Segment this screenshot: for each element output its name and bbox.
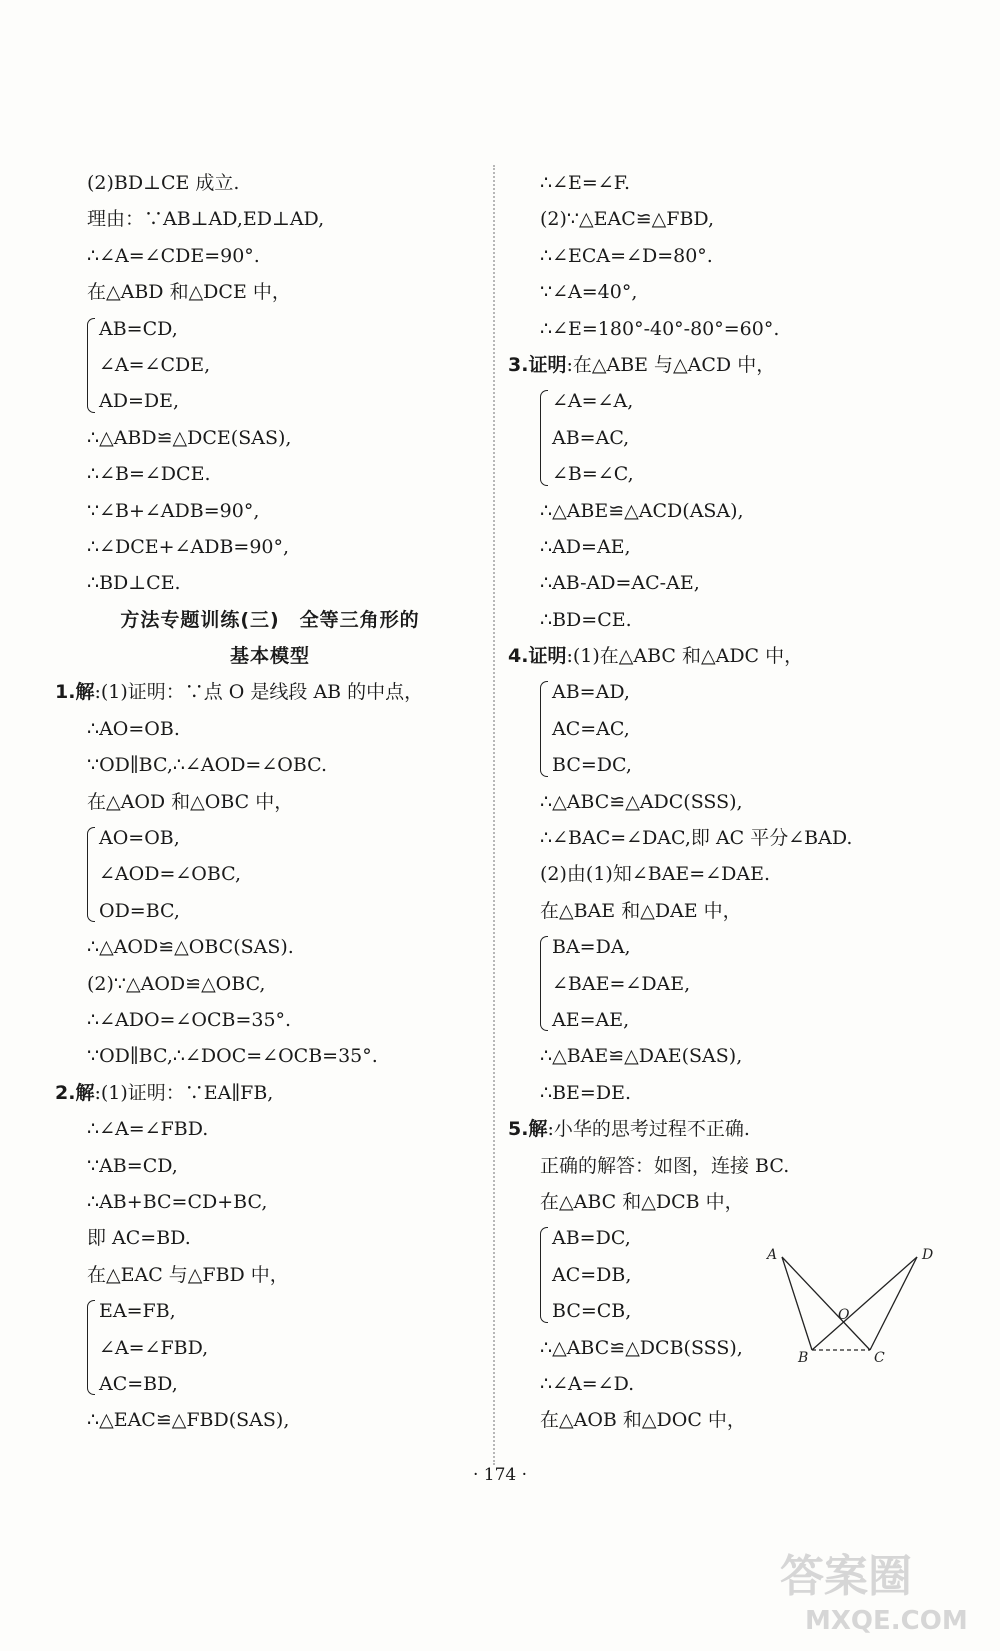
text-line: ∴AB+BC=CD+BC, xyxy=(87,1190,268,1213)
text-line: ∴BD=CE. xyxy=(540,608,632,631)
segment-ab xyxy=(782,1257,812,1350)
label-d: D xyxy=(922,1247,934,1263)
column-divider xyxy=(493,165,495,1465)
equation-system xyxy=(55,1293,485,1402)
left-column xyxy=(55,165,485,1439)
equation-system xyxy=(508,383,948,492)
segment-db xyxy=(812,1257,917,1350)
label-c: C xyxy=(874,1350,885,1365)
text-line: ∴∠ADO=∠OCB=35°. xyxy=(87,1008,292,1031)
equation-line: BA=DA, xyxy=(552,936,631,959)
problem-number: 2.解 xyxy=(55,1081,95,1104)
equation-system xyxy=(508,674,948,783)
equation-system xyxy=(55,820,485,929)
problem-number: 4.证明 xyxy=(508,645,567,668)
page-number: · 174 · xyxy=(472,1465,528,1485)
equation-line: ∠B=∠C, xyxy=(552,463,634,486)
text-line: ∴BD⊥CE. xyxy=(87,572,181,595)
watermark-logo xyxy=(770,1541,970,1636)
text-line: ∴AB-AD=AC-AE, xyxy=(540,572,700,595)
equation-line: BC=CB, xyxy=(552,1300,632,1323)
text-line: ∴∠A=∠CDE=90°. xyxy=(87,244,260,267)
equation-line: AB=DC, xyxy=(552,1227,631,1250)
text-line: 在△ABC 和△DCB 中， xyxy=(540,1190,744,1213)
label-b: B xyxy=(798,1350,809,1365)
text-line: ∴∠E=180°-40°-80°=60°. xyxy=(540,317,780,340)
equation-system xyxy=(55,311,485,420)
text-line: 理由：∵AB⊥AD,ED⊥AD, xyxy=(87,208,325,231)
text-line: ∵∠A=40°, xyxy=(540,281,638,304)
text-line: ∴△ABE≌△ACD(ASA), xyxy=(540,499,744,522)
text-line: (2)由(1)知∠BAE=∠DAE. xyxy=(540,863,771,886)
text-line: (2)BD⊥CE 成立. xyxy=(87,172,240,194)
equation-line: AC=DB, xyxy=(552,1263,632,1286)
equation-line: AB=AD, xyxy=(552,681,630,704)
equation-line: AC=BD, xyxy=(99,1372,178,1395)
equation-line: AB=AC, xyxy=(552,426,630,449)
segment-ac xyxy=(782,1257,870,1350)
problem-text: :小华的思考过程不正确. xyxy=(547,1118,750,1141)
problem-text: :(1)证明：∵点 O 是线段 AB 的中点， xyxy=(94,681,424,704)
text-line: ∴△ABC≌△DCB(SSS), xyxy=(540,1336,743,1359)
equation-line: AE=AE, xyxy=(552,1008,630,1031)
equation-line: ∠A=∠CDE, xyxy=(99,353,211,376)
text-line: ∵OD∥BC,∴∠DOC=∠OCB=35°. xyxy=(87,1045,378,1068)
label-o: O xyxy=(838,1307,850,1323)
text-line: ∴△EAC≌△FBD(SAS), xyxy=(87,1409,290,1432)
text-line: ∴△ABC≌△ADC(SSS), xyxy=(540,790,743,813)
text-line: (2)∵△EAC≌△FBD, xyxy=(540,208,715,231)
problem-text: :在△ABE 与△ACD 中， xyxy=(566,353,776,376)
text-line: ∴△ABD≌△DCE(SAS), xyxy=(87,426,292,449)
problem-number: 1.解 xyxy=(55,681,95,704)
text-line: ∴∠ECA=∠D=80°. xyxy=(540,244,713,267)
text-line: 在△EAC 与△FBD 中， xyxy=(87,1263,289,1286)
equation-line: AB=CD, xyxy=(99,317,178,340)
equation-line: ∠A=∠FBD, xyxy=(99,1336,209,1359)
text-line: ∴BE=DE. xyxy=(540,1081,631,1104)
problem-text: :(1)在△ABC 和△ADC 中， xyxy=(566,645,804,668)
equation-line: AC=AC, xyxy=(552,717,630,740)
text-line: ∵∠B+∠ADB=90°, xyxy=(87,499,260,522)
equation-line: EA=FB, xyxy=(99,1300,176,1323)
text-line: ∴∠E=∠F. xyxy=(540,172,630,194)
equation-line: BC=DC, xyxy=(552,754,632,777)
text-line: ∴∠B=∠DCE. xyxy=(87,463,211,486)
text-line: ∴∠DCE+∠ADB=90°, xyxy=(87,535,290,558)
problem-number: 3.证明 xyxy=(508,353,567,376)
text-line: ∴AD=AE, xyxy=(540,535,631,558)
text-line: ∴△BAE≌△DAE(SAS), xyxy=(540,1045,743,1068)
watermark-line1: 答案圈 xyxy=(780,1551,912,1602)
problem-line xyxy=(55,674,485,710)
text-line: 在△AOB 和△DOC 中， xyxy=(540,1409,746,1432)
text-line: ∴AO=OB. xyxy=(87,717,180,740)
watermark-line2: MXQE.COM xyxy=(805,1606,968,1636)
section-heading: 基本模型 xyxy=(229,645,310,668)
problem-number: 5.解 xyxy=(508,1118,548,1141)
equation-line: AD=DE, xyxy=(99,390,180,413)
segment-dc xyxy=(870,1257,917,1350)
problem-line xyxy=(508,638,948,674)
equation-line: ∠A=∠A, xyxy=(552,390,634,413)
problem-line xyxy=(508,347,948,383)
geometry-figure xyxy=(762,1245,942,1365)
section-heading: 方法专题训练(三) 全等三角形的 xyxy=(120,608,420,631)
text-line: 在△AOD 和△OBC 中， xyxy=(87,790,294,813)
label-a: A xyxy=(767,1247,778,1263)
equation-line: OD=BC, xyxy=(99,899,180,922)
equation-line: ∠BAE=∠DAE, xyxy=(552,972,691,995)
text-line: 正确的解答：如图，连接 BC. xyxy=(540,1154,790,1177)
text-line: (2)∵△AOD≌△OBC, xyxy=(87,972,266,995)
equation-line: AO=OB, xyxy=(99,827,180,850)
text-line: ∴∠A=∠D. xyxy=(540,1372,635,1395)
equation-line: ∠AOD=∠OBC, xyxy=(99,863,242,886)
text-line: 在△ABD 和△DCE 中， xyxy=(87,281,291,304)
text-line: 在△BAE 和△DAE 中， xyxy=(540,899,742,922)
text-line: ∵AB=CD, xyxy=(87,1154,178,1177)
problem-text: :(1)证明：∵EA∥FB, xyxy=(94,1081,274,1104)
text-line: ∴∠BAC=∠DAC,即 AC 平分∠BAD. xyxy=(540,827,853,850)
equation-system xyxy=(508,929,948,1038)
text-line: 即 AC=BD. xyxy=(87,1227,191,1250)
text-line: ∴△AOD≌△OBC(SAS). xyxy=(87,936,294,959)
problem-line xyxy=(55,1075,485,1111)
text-line: ∵OD∥BC,∴∠AOD=∠OBC. xyxy=(87,754,328,777)
text-line: ∴∠A=∠FBD. xyxy=(87,1118,209,1141)
problem-line xyxy=(508,1111,948,1147)
